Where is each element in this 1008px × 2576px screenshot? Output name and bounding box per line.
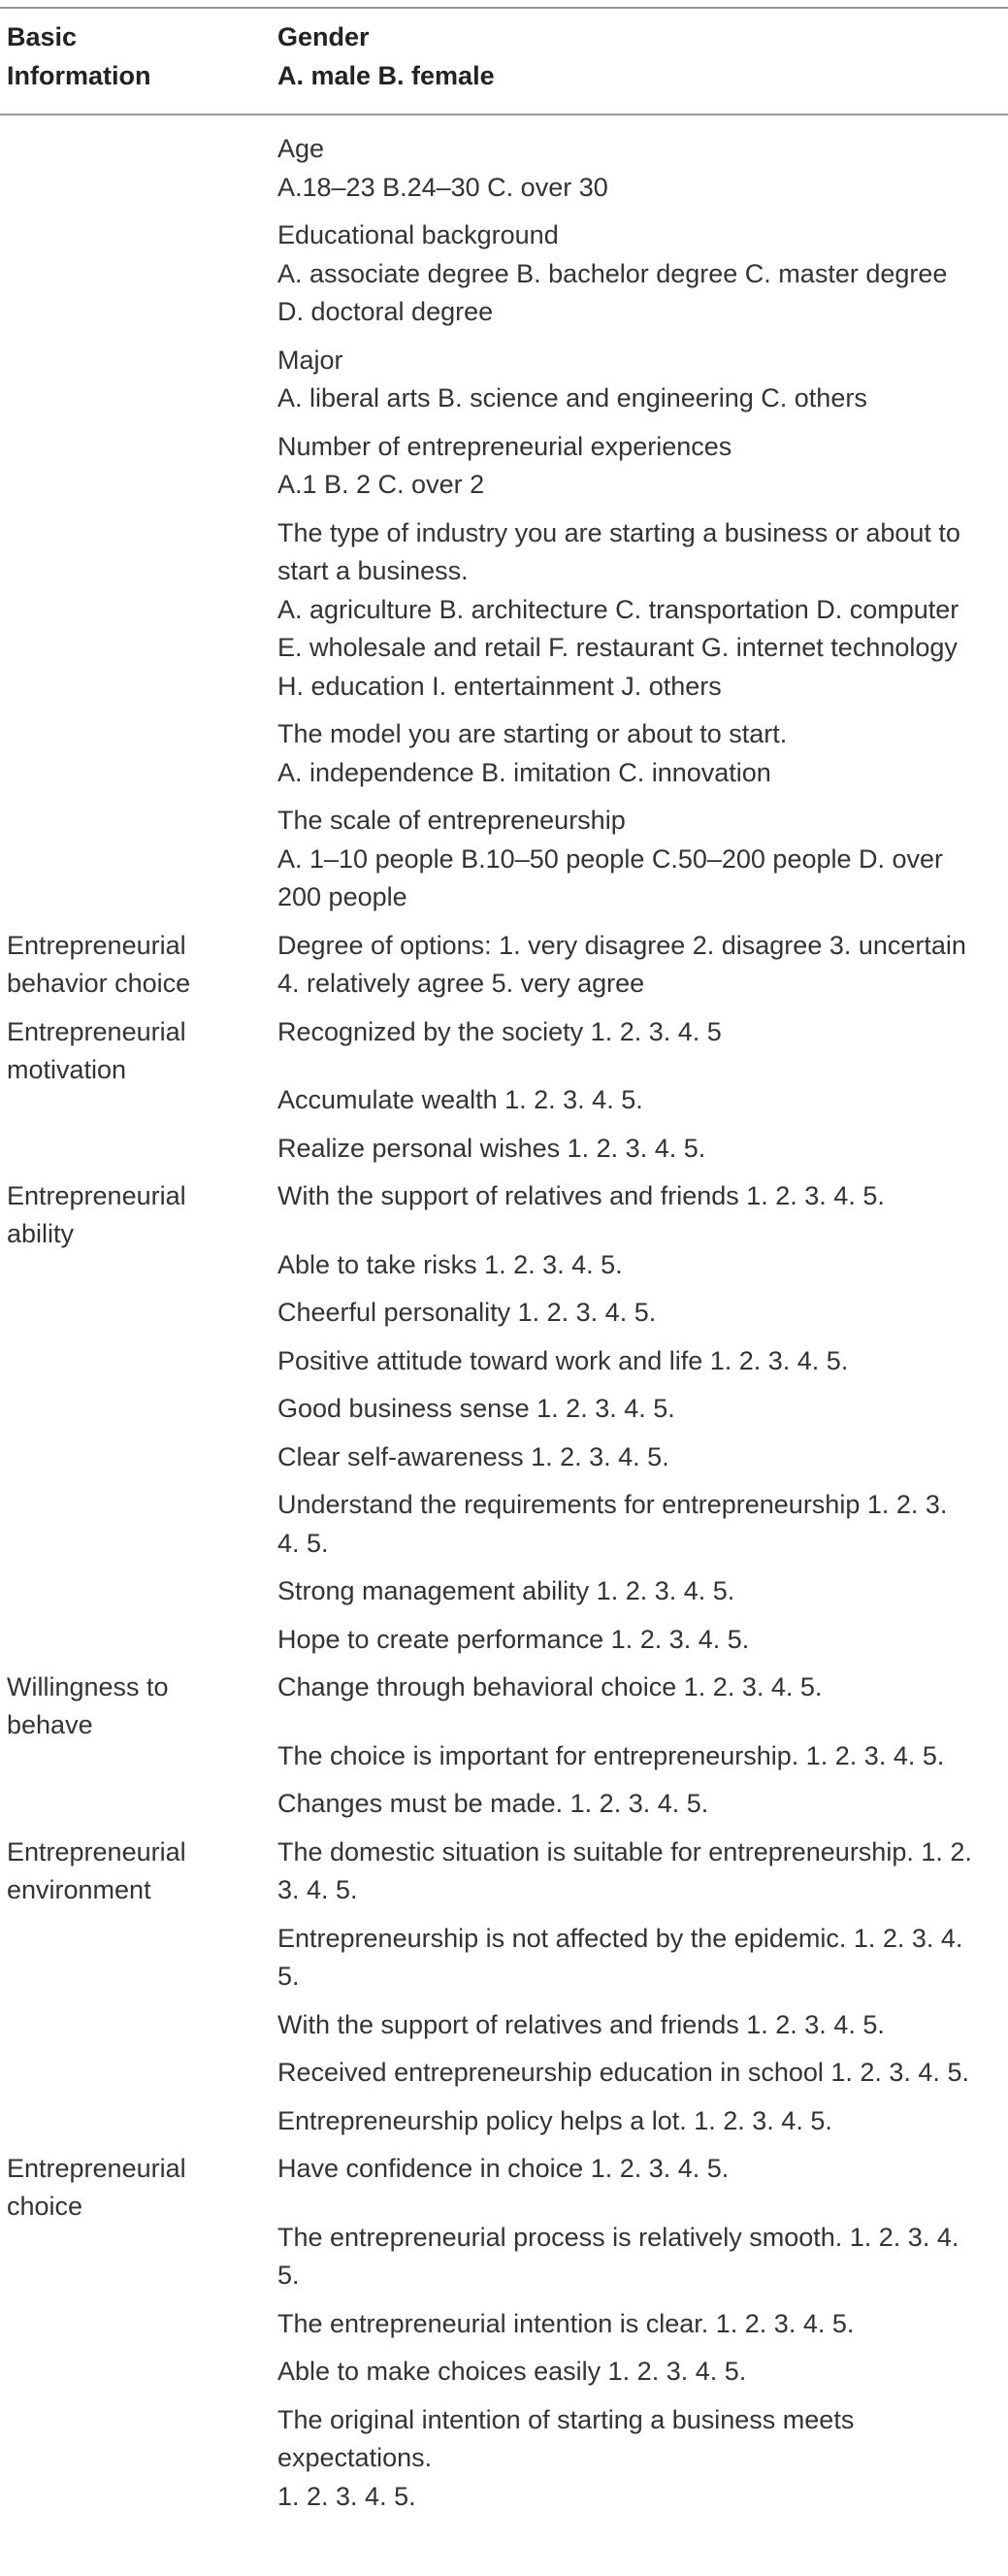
question-item: Major A. liberal arts B. science and engineering C. others xyxy=(277,345,867,413)
table-row xyxy=(0,130,1008,927)
question-item: The choice is important for entrepreneurship. 1. 2. 3. 4. 5. xyxy=(277,1740,945,1770)
question-item: Accumulate wealth 1. 2. 3. 4. 5. xyxy=(277,1085,643,1114)
row-category-label: Entrepreneurial behavior choice xyxy=(7,930,191,998)
question-item: The entrepreneurial intention is clear. 1. 2. 3. 4. 5. xyxy=(277,2308,855,2338)
question-item: The type of industry you are starting a business or about to start a business. A. agriculture B. architecture C. transportation D. computer E. wholesale and retail F. restaurant G. internet technology H. education I. entertainment J. others xyxy=(277,517,960,701)
header-gender: Gender A. male B. female xyxy=(277,22,495,90)
header-rule xyxy=(0,114,1008,116)
table-body xyxy=(0,130,1008,2526)
table-row xyxy=(0,1833,1008,2151)
question-item: Strong management ability 1. 2. 3. 4. 5. xyxy=(277,1576,735,1605)
question-item: Changes must be made. 1. 2. 3. 4. 5. xyxy=(277,1789,709,1818)
header-basic-information: Basic Information xyxy=(7,22,151,90)
question-item: Realize personal wishes 1. 2. 3. 4. 5. xyxy=(277,1133,706,1163)
row-items xyxy=(271,1668,1008,1833)
question-item: Good business sense 1. 2. 3. 4. 5. xyxy=(277,1394,675,1423)
row-category-label: Entrepreneurial choice xyxy=(7,2154,186,2221)
question-item: Able to make choices easily 1. 2. 3. 4. 5. xyxy=(277,2357,747,2386)
table-row xyxy=(0,1177,1008,1668)
question-item: Age A.18–23 B.24–30 C. over 30 xyxy=(277,134,608,202)
row-category-label xyxy=(0,130,271,927)
table-row xyxy=(0,2150,1008,2526)
question-item: Understand the requirements for entrepreneurship 1. 2. 3. 4. 5. xyxy=(277,1490,948,1558)
table-header xyxy=(0,17,1008,115)
question-item: Degree of options: 1. very disagree 2. disagree 3. uncertain 4. relatively agree 5. very agree xyxy=(277,930,966,998)
question-item: Positive attitude toward work and life 1. 2. 3. 4. 5. xyxy=(277,1345,849,1375)
question-item: Number of entrepreneurial experiences A.1 B. 2 C. over 2 xyxy=(277,431,732,499)
question-item: Received entrepreneurship education in school 1. 2. 3. 4. 5. xyxy=(277,2058,969,2087)
question-item: The scale of entrepreneurship A. 1–10 people B.10–50 people C.50–200 people D. over 200 people xyxy=(277,806,944,911)
question-item: Hope to create performance 1. 2. 3. 4. 5. xyxy=(277,1624,750,1654)
row-items xyxy=(271,1013,1008,1178)
question-item: Entrepreneurship policy helps a lot. 1. 2. 3. 4. 5. xyxy=(277,2105,832,2135)
question-item: Cheerful personality 1. 2. 3. 4. 5. xyxy=(277,1298,657,1327)
question-item: Change through behavioral choice 1. 2. 3. 4. 5. xyxy=(277,1672,823,1701)
question-item: The entrepreneurial process is relatively smooth. 1. 2. 3. 4. 5. xyxy=(277,2222,959,2290)
question-item: With the support of relatives and friends 1. 2. 3. 4. 5. xyxy=(277,1181,885,1210)
row-category-label: Entrepreneurial motivation xyxy=(7,1016,186,1084)
table-row xyxy=(0,1668,1008,1833)
row-items xyxy=(271,927,1008,1013)
row-items xyxy=(271,130,1008,927)
question-item: The model you are starting or about to start. A. independence B. imitation C. innovation xyxy=(277,719,788,787)
row-items xyxy=(271,1833,1008,2151)
row-items xyxy=(271,1177,1008,1668)
top-rule xyxy=(0,7,1008,9)
table-row xyxy=(0,927,1008,1013)
row-category-label: Entrepreneurial ability xyxy=(7,1181,186,1248)
row-items xyxy=(271,2150,1008,2526)
question-item: Recognized by the society 1. 2. 3. 4. 5 xyxy=(277,1016,722,1046)
row-category-label: Willingness to behave xyxy=(7,1672,169,1739)
question-item: Have confidence in choice 1. 2. 3. 4. 5. xyxy=(277,2154,730,2183)
table-row xyxy=(0,1013,1008,1178)
question-item: Clear self-awareness 1. 2. 3. 4. 5. xyxy=(277,1441,669,1471)
question-item: With the support of relatives and friends 1. 2. 3. 4. 5. xyxy=(277,2009,885,2039)
question-item: The original intention of starting a business meets expectations. 1. 2. 3. 4. 5. xyxy=(277,2404,855,2511)
row-category-label: Entrepreneurial environment xyxy=(7,1836,186,1904)
question-item: Able to take risks 1. 2. 3. 4. 5. xyxy=(277,1249,623,1279)
question-item: The domestic situation is suitable for entrepreneurship. 1. 2. 3. 4. 5. xyxy=(277,1836,972,1904)
question-item: Entrepreneurship is not affected by the epidemic. 1. 2. 3. 4. 5. xyxy=(277,1923,963,1991)
question-item: Educational background A. associate degree B. bachelor degree C. master degree D. doctoral degree xyxy=(277,220,948,326)
